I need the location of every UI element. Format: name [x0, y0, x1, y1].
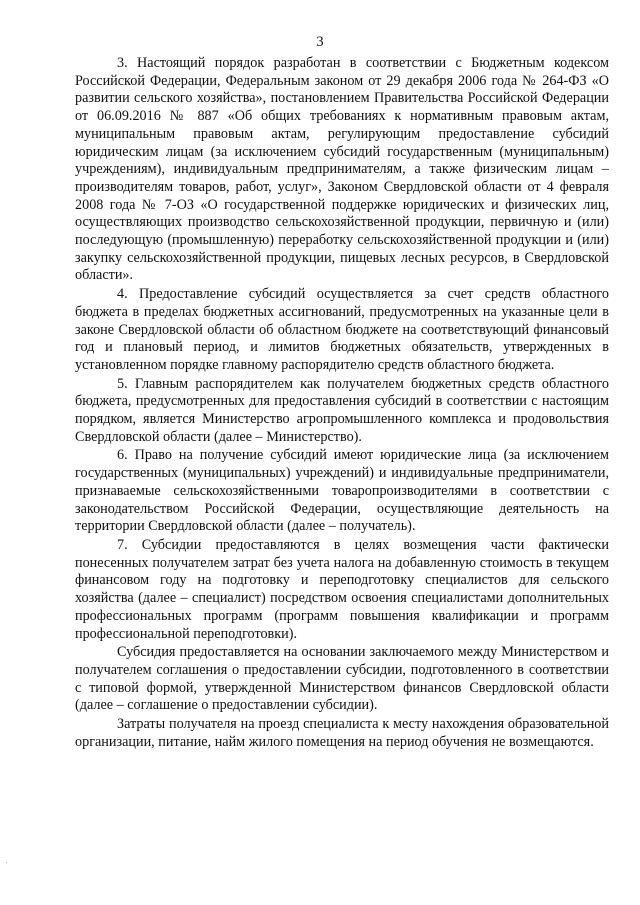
paragraph-subsidy-agreement: Субсидия предоставляется на основании заключаемого между Министерством и получателем соглашения о предоставлении субсидии, подготовленного в соответствии с типовой формой, утвержденной Министерством финансов Свердловской области (далее – соглашение о предоставлении субсидии).	[75, 644, 609, 714]
paragraph-3: 3. Настоящий порядок разработан в соответствии с Бюджетным кодексом Российской Федерации, Федеральным законом от 29 декабря 2006 года № 264-ФЗ «О развитии сельского хозяйства», постановлением Правительства Российской Федерации от 06.09.2016 № 887 «Об общих требованиях к нормативным правовым актам, муниципальным правовым актам, регулирующим предоставление субсидий юридическим лицам (за исключением субсидий государственным (муниципальным) учреждениям), индивидуальным предпринимателям, а также физическим лицам – производителям товаров, работ, услуг», Законом Свердловской области от 4 февраля 2008 года № 7-ОЗ «О государственной поддержке юридических и физических лиц, осуществляющих производство сельскохозяйственной продукции, первичную и (или) последующую (промышленную) переработку сельскохозяйственной продукции и (или) закупку сельскохозяйственной продукции, пищевых лесных ресурсов, в Свердловской области».	[75, 55, 609, 284]
paragraph-costs-not-reimbursed: Затраты получателя на проезд специалиста к месту нахождения образовательной организации, питание, найм жилого помещения на период обучения не возмещаются.	[75, 716, 609, 750]
document-body	[75, 55, 609, 751]
paragraph-4: 4. Предоставление субсидий осуществляется за счет средств областного бюджета в пределах бюджетных ассигнований, предусмотренных на указанные цели в законе Свердловской области об областном бюджете на соответствующий финансовый год и плановый период, и лимитов бюджетных обязательств, утвержденных в установленном порядке главному распорядителю средств областного бюджета.	[75, 286, 609, 373]
page-number: 3	[316, 34, 324, 50]
scan-speck	[6, 862, 7, 863]
paragraph-6: 6. Право на получение субсидий имеют юридические лица (за исключением государственных (муниципальных) учреждений) и индивидуальные предприниматели, признаваемые сельскохозяйственными товаропроизводителями в соответствии с законодательством Российской Федерации, осуществляющие деятельность на территории Свердловской области (далее – получатель).	[75, 447, 609, 535]
paragraph-7: 7. Субсидии предоставляются в целях возмещения части фактически понесенных получателем затрат без учета налога на добавленную стоимость в текущем финансовом году на подготовку и переподготовку специалистов для сельского хозяйства (далее – специалист) посредством освоения специалистами дополнительных профессиональных программ (программ повышения квалификации и программ профессиональной переподготовки).	[75, 536, 609, 642]
paragraph-5: 5. Главным распорядителем как получателем бюджетных средств областного бюджета, предусмотренных для предоставления субсидий в соответствии с настоящим порядком, является Министерство агропромышленного комплекса и продовольствия Свердловской области (далее – Министерство).	[75, 375, 609, 445]
